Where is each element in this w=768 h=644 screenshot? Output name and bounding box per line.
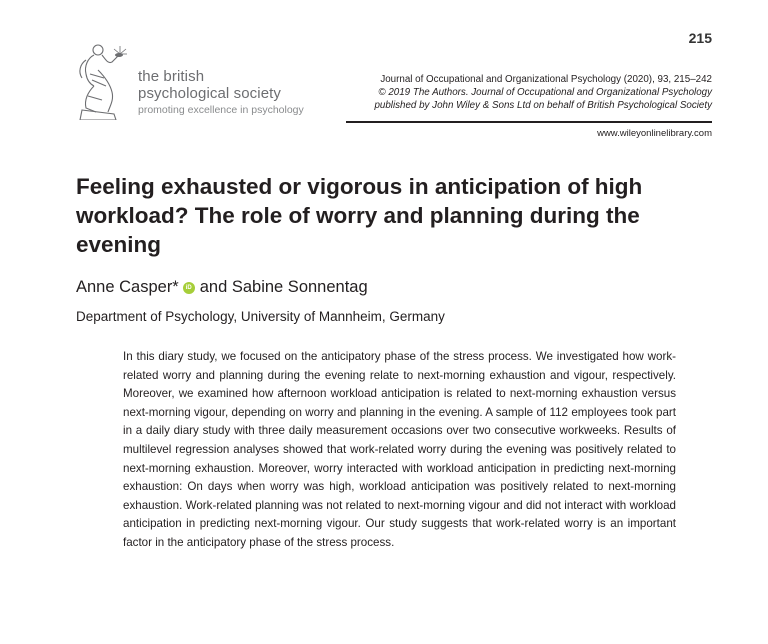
author-list [76, 278, 368, 297]
logo-name-line1: the british [138, 68, 205, 85]
header-divider [346, 121, 712, 123]
author-name-2: and Sabine Sonnentag [199, 278, 368, 296]
logo-tagline: promoting excellence in psychology [138, 104, 304, 116]
journal-citation: Journal of Occupational and Organizational Psychology (2020), 93, 215–242 [380, 74, 712, 85]
abstract-text: In this diary study, we focused on the anticipatory phase of the stress process. We investigated how work-related worry and planning during the evening relate to next-morning exhaustion and vigour, respectively. Moreover, we examined how afternoon workload anticipation is related to next-morning exhaustion versus next-morning vigour, depending on worry and planning in the evening. A sample of 112 employees took part in a daily diary study with three daily measurement occasions over two consecutive workweeks. Results of multilevel regression analyses showed that work-related worry during the evening was positively related to next-morning exhaustion. Moreover, worry interacted with workload anticipation in predicting next-morning exhaustion: On days when worry was high, workload anticipation was positively related to next-morning exhaustion. Work-related planning was not related to next-morning vigour and did not interact with workload anticipation in predicting next-morning vigour. Our study suggests that work-related worry is an important factor in the anticipatory phase of the stress process. [123, 350, 676, 549]
author-name-1[interactable]: Anne Casper* [76, 278, 179, 296]
author-affiliation: Department of Psychology, University of Mannheim, Germany [76, 309, 445, 324]
page-number: 215 [688, 30, 712, 46]
bps-logo [74, 40, 334, 120]
article-title: Feeling exhausted or vigorous in anticipation of high workload? The role of worry and planning during the evening [76, 174, 643, 257]
copyright-notice: © 2019 The Authors. Journal of Occupational and Organizational Psychology [378, 87, 712, 98]
journal-info [374, 73, 712, 112]
publisher-notice: published by John Wiley & Sons Ltd on behalf of British Psychological Society [374, 100, 712, 111]
seated-figure-logo-icon [74, 40, 134, 120]
journal-website-link[interactable]: www.wileyonlinelibrary.com [597, 128, 712, 139]
logo-name-line2: psychological society [138, 85, 282, 102]
orcid-icon[interactable]: iD [183, 282, 195, 294]
